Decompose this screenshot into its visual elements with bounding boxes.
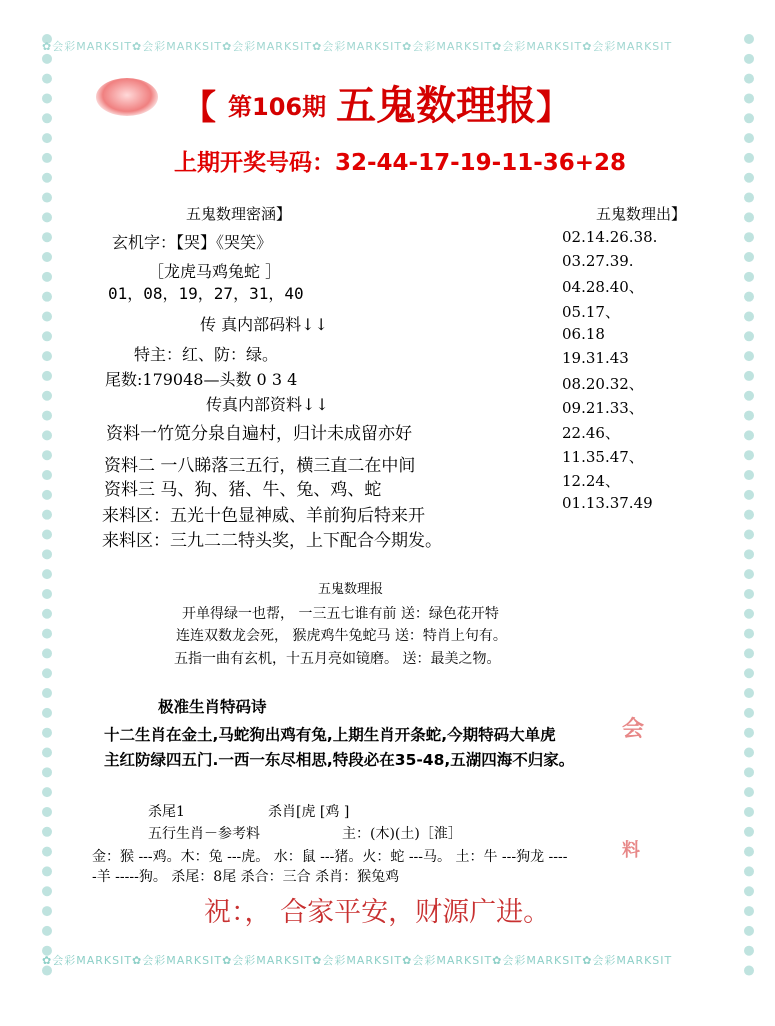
list-item: 08.20.32、: [562, 375, 644, 394]
stamp-upper: 会: [622, 717, 645, 742]
main-element: 主：(木)(土)［淮］: [342, 826, 462, 842]
winning-numbers: 上期开奖号码：32-44-17-19-11-36+28: [174, 150, 627, 176]
list-item: 22.46、: [562, 423, 620, 442]
report-line-1: 开单得绿一也帮， 一三五七谁有前 送：绿色花开特: [182, 606, 499, 622]
elements-line-1: 金：猴 ---鸡。木：兔 ---虎。 水：鼠 ---猪。火：蛇 ---马。 土：牛 ---狗龙 ----: [92, 849, 568, 865]
title-bracket-open: 【: [182, 88, 216, 128]
fax-title-2: 传真内部资料↓↓: [206, 395, 329, 414]
right-section-title: 五鬼数理出】: [596, 205, 687, 223]
page-title: [182, 74, 570, 131]
source-2: 来料区：三九二二特头奖，上下配合今期发。: [102, 531, 442, 551]
report-title: 五鬼数理报: [318, 582, 384, 597]
source-1: 来料区：五光十色显神威、羊前狗后特来开: [102, 506, 425, 526]
special-color: 特主：红、防：绿。: [134, 345, 279, 364]
kill-tail: 杀尾1: [148, 804, 185, 820]
title-text: 五鬼数理报: [336, 82, 537, 129]
material-3: 资料三 马、狗、猪、牛、兔、鸡、蛇: [104, 480, 382, 500]
elements-line-2: -羊 -----狗。 杀尾：8尾 杀合：三合 杀肖：猴兔鸡: [92, 869, 400, 885]
list-item: 02.14.26.38.: [562, 228, 658, 246]
list-item: 09.21.33、: [562, 399, 644, 418]
zodiac-set: ［龙虎马鸡兔蛇 ］: [148, 262, 282, 281]
material-1: 资料一竹笕分泉自遍村，归计未成留亦好: [106, 424, 412, 444]
number-list: [562, 228, 657, 518]
list-item: 01.13.37.49: [562, 494, 653, 513]
fax-title-1: 传 真内部码料↓↓: [200, 315, 328, 334]
material-2: 资料二 一八睇落三五行，横三直二在中间: [104, 456, 416, 476]
report-line-2: 连连双数龙会死， 猴虎鸡牛兔蛇马 送：特肖上句有。: [176, 628, 507, 644]
list-item: 06.18: [562, 324, 605, 343]
logo-icon: [96, 78, 158, 116]
stamp-lower: 料: [622, 840, 640, 861]
kill-zodiac: 杀肖[虎 [鸡 ]: [268, 804, 350, 820]
report-line-3: 五指一曲有玄机，十五月亮如镜磨。 送：最美之物。: [174, 651, 501, 667]
mystery-word: 玄机字：【哭】《哭笑》: [112, 233, 273, 252]
list-item: 19.31.43: [562, 348, 629, 367]
list-item: 03.27.39.: [562, 252, 634, 271]
list-item: 04.28.40、: [562, 278, 644, 297]
poem-line-1: 十二生肖在金土,马蛇狗出鸡有兔,上期生肖开条蛇,今期特码大单虎: [104, 726, 556, 744]
left-section-title: 五鬼数理密涵】: [186, 205, 292, 223]
tail-numbers: 尾数:179048—头数 0 3 4: [105, 370, 298, 389]
watermark-bottom: ✿会彩MARKSIT✿会彩MARKSIT✿会彩MARKSIT✿会彩MARKSIT✿会彩MARKSIT✿会彩MARKSIT✿会彩MARKSIT: [42, 954, 673, 967]
watermark-top: ✿会彩MARKSIT✿会彩MARKSIT✿会彩MARKSIT✿会彩MARKSIT✿会彩MARKSIT✿会彩MARKSIT✿会彩MARKSIT: [42, 40, 673, 53]
list-item: 11.35.47、: [562, 447, 644, 466]
issue-number: 第106期: [228, 93, 327, 121]
list-item: 05.17、: [562, 302, 620, 321]
poem-line-2: 主红防绿四五门.一西一东尽相思,特段必在35-48,五湖四海不归家。: [104, 751, 575, 769]
list-item: 12.24、: [562, 471, 620, 490]
blessing: 祝：， 合家平安，财源广进。: [204, 897, 551, 928]
title-bracket-close: 】: [536, 88, 571, 128]
lucky-numbers: 01，08，19，27，31，40: [108, 284, 304, 303]
poem-title: 极准生肖特码诗: [158, 698, 267, 716]
five-elements-title: 五行生肖－参考料: [148, 826, 260, 842]
